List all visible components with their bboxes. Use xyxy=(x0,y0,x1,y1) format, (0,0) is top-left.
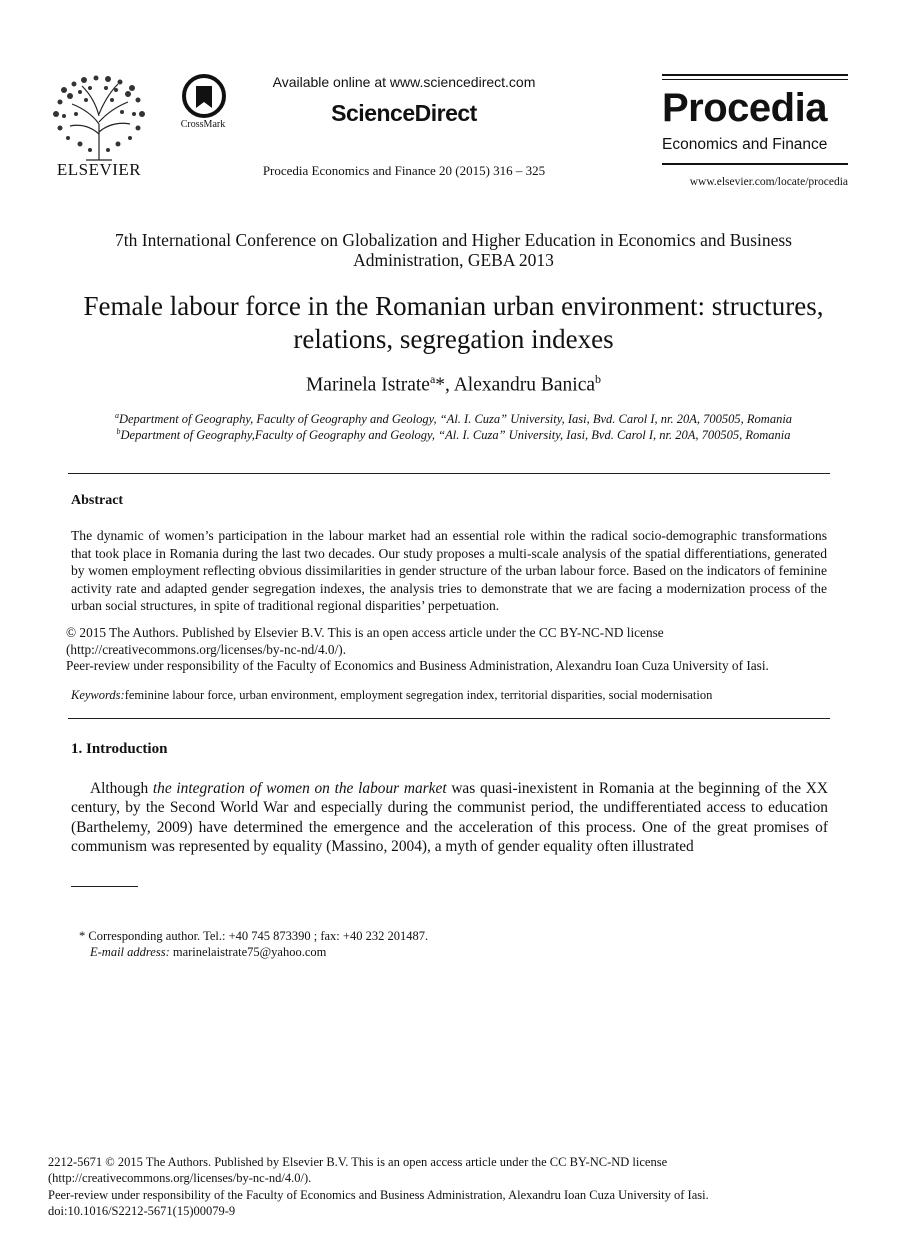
footer-peer-review: Peer-review under responsibility of the Faculty of Economics and Business Administration, Alexandru Ioan Cuza University of Iasi. xyxy=(48,1188,709,1202)
email-note xyxy=(90,945,830,960)
procedia-subtitle: Economics and Finance xyxy=(662,136,828,153)
footer-doi[interactable]: doi:10.1016/S2212-5671(15)00079-9 xyxy=(48,1204,236,1218)
affiliation-a xyxy=(60,411,847,427)
keywords-label: Keywords: xyxy=(71,688,125,702)
copyright-line: © 2015 The Authors. Published by Elsevier B.V. This is an open access article under the CC BY-NC-ND license xyxy=(66,625,664,640)
author-separator: , xyxy=(445,374,454,396)
copyright-block xyxy=(66,625,836,675)
email-label: E-mail address: xyxy=(90,945,170,959)
divider-bottom xyxy=(68,718,830,719)
affiliation-a-sup: a xyxy=(114,411,119,420)
journal-reference: Procedia Economics and Finance 20 (2015) 316 – 325 xyxy=(262,163,546,178)
footnote-divider xyxy=(71,886,138,887)
paper-title xyxy=(50,290,857,356)
keywords-text: feminine labour force, urban environment, employment segregation index, territorial disparities, social modernisation xyxy=(124,688,713,702)
abstract-text: The dynamic of women’s participation in the labour market had an essential role within the radical socio-demographic transformations that took place in Romania during the last two decades. Our study proposes a multi-scale analysis of the spatial differentiations, generated by women employment reflecting obvious dissimilarities in gender structure of the urban labour force. Based on the indicators of feminine activity rate and adapted gender segregation indexes, the analysis tries to demonstrate that we are facing a modernization process of the urban social structures, in spite of traditional regional disparities’ perpetuation. xyxy=(71,528,827,614)
paper-title-line-2: relations, segregation indexes xyxy=(293,324,614,354)
intro-text-italic: the integration of women on the labour market xyxy=(152,780,447,797)
author-2-affil: b xyxy=(595,372,602,386)
affiliation-b-text: Department of Geography,Faculty of Geography and Geology, “Al. I. Cuza” University, Iasi, Bvd. Carol I, nr. 20A, 700505, Romania xyxy=(120,428,791,443)
author-2[interactable]: Alexandru Banica xyxy=(453,374,596,396)
procedia-top-rules xyxy=(662,74,848,84)
peer-review-line: Peer-review under responsibility of the Faculty of Economics and Business Administration, Alexandru Ioan Cuza University of Iasi. xyxy=(66,658,769,673)
introduction-heading: 1. Introduction xyxy=(71,741,168,757)
affiliation-b xyxy=(60,427,847,443)
available-online-link[interactable]: Available online at www.sciencedirect.com xyxy=(272,74,536,90)
introduction-text xyxy=(71,779,828,857)
paper-title-line-1: Female labour force in the Romanian urban environment: structures, xyxy=(83,291,824,321)
author-list xyxy=(100,372,807,397)
footer-license-link[interactable]: (http://creativecommons.org/licenses/by-nc-nd/4.0/). xyxy=(48,1171,312,1185)
corresponding-mark: * xyxy=(435,374,446,396)
author-1-affil: a xyxy=(429,372,436,386)
procedia-title: Procedia xyxy=(662,86,827,130)
procedia-url-link[interactable]: www.elsevier.com/locate/procedia xyxy=(689,176,848,188)
license-link[interactable]: (http://creativecommons.org/licenses/by-nc-nd/4.0/). xyxy=(66,641,347,657)
abstract-heading: Abstract xyxy=(71,493,124,508)
divider-top xyxy=(68,473,830,474)
procedia-divider xyxy=(662,163,848,165)
author-1[interactable]: Marinela Istrate xyxy=(305,374,430,396)
intro-text-part-1: Although xyxy=(90,780,153,797)
email-address[interactable]: marinelaistrate75@yahoo.com xyxy=(169,945,327,959)
publisher-name: ELSEVIER xyxy=(56,160,142,179)
intro-text-part-2: was quasi-inexistent in Romania at the beginning of the XX century, by the Second World War and especially during the communist period, the undifferentiated access to education (Barthelemy, 2009) have determined the emergence and the acceleration of this process. One of the great promises of communism was represented by equality (Massino, 2004), a myth of gender equality often illustrated xyxy=(71,780,828,856)
affiliation-a-text: Department of Geography, Faculty of Geography and Geology, “Al. I. Cuza” University, Iasi, Bvd. Carol I, nr. 20A, 700505, Romania xyxy=(118,412,793,427)
footer-issn-line: 2212-5671 © 2015 The Authors. Published by Elsevier B.V. This is an open access article under the CC BY-NC-ND license xyxy=(48,1155,668,1169)
corresponding-author-note: * Corresponding author. Tel.: +40 745 873390 ; fax: +40 232 201487. xyxy=(79,929,429,943)
crossmark-label: CrossMark xyxy=(180,119,226,130)
affiliation-b-sup: b xyxy=(116,427,121,436)
keywords xyxy=(71,688,841,703)
conference-name: 7th International Conference on Globalization and Higher Education in Economics and Business Administration, GEBA 2013 xyxy=(115,230,792,270)
sciencedirect-logo[interactable]: ScienceDirect xyxy=(331,100,477,126)
